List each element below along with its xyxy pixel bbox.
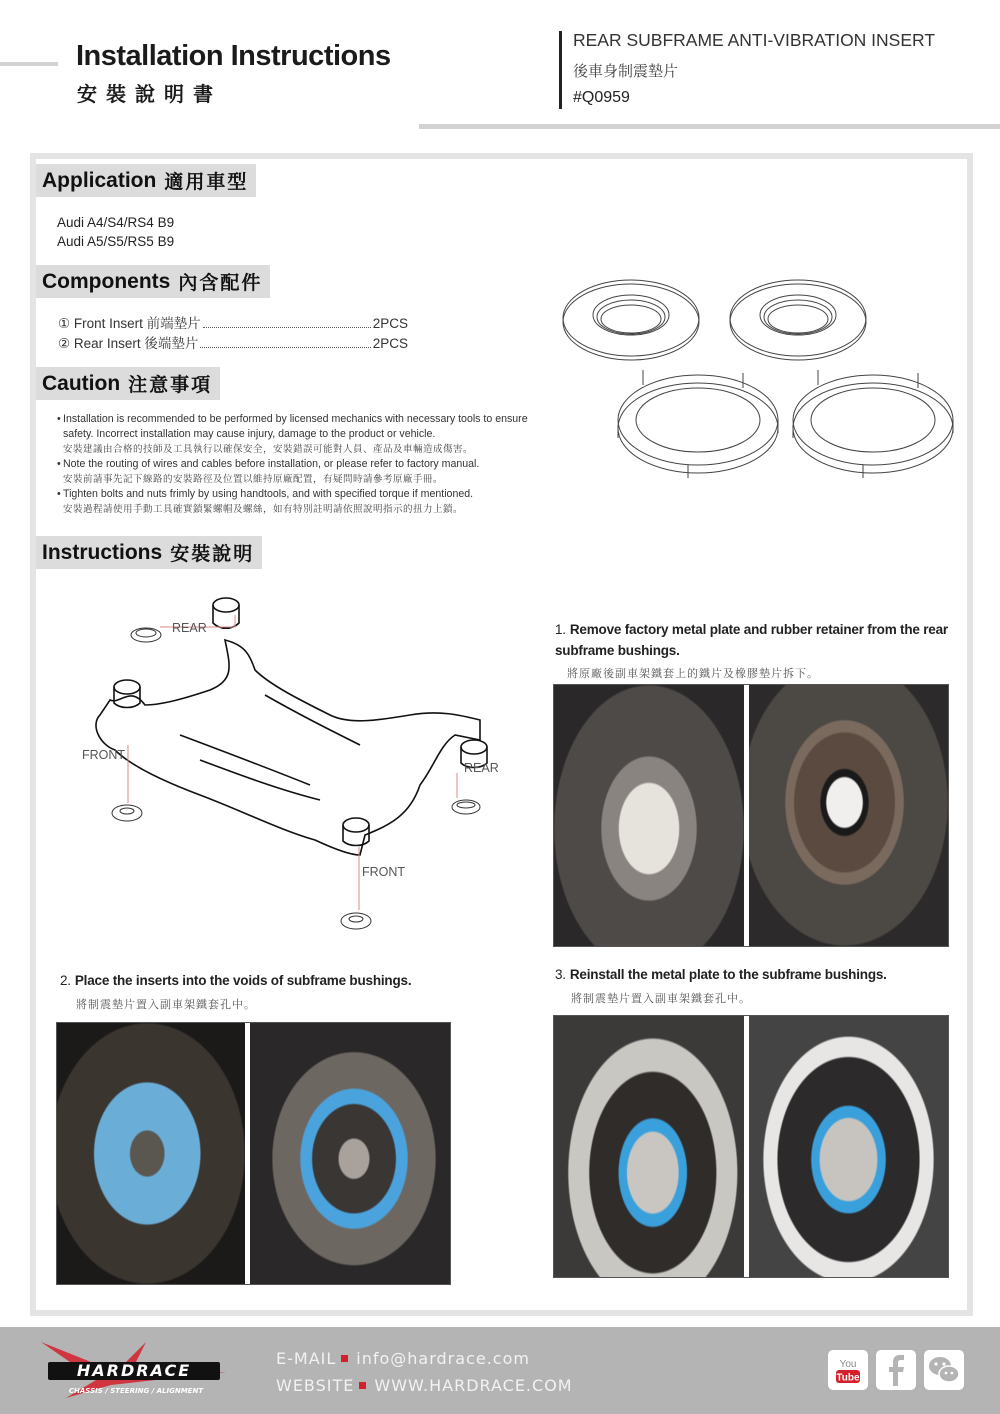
- components-heading-text: Components: [42, 269, 171, 293]
- page-title-zh: 安裝說明書: [77, 82, 222, 106]
- caution-text-zh: 安裝前請事先記下線路的安裝路徑及位置以維持原廠配置，有疑問時請參考原廠手冊。: [63, 474, 444, 485]
- product-name: REAR SUBFRAME ANTI-VIBRATION INSERT: [573, 30, 936, 50]
- instructions-heading: [36, 536, 262, 569]
- website-link[interactable]: WWW.HARDRACE.COM: [374, 1376, 573, 1395]
- photo-insert-placed: [57, 1023, 245, 1284]
- step-3-text-zh: 將制震墊片置入副車架鐵套孔中。: [571, 992, 751, 1005]
- component-qty: 2PCS: [372, 316, 408, 331]
- logo-wordmark: HARDRACE: [76, 1361, 192, 1380]
- photo-plate-reinstalled: [554, 1016, 744, 1277]
- label-front-left: FRONT: [82, 748, 126, 762]
- step-description: Remove factory metal plate and rubber retainer from the rear subframe bushings.: [555, 622, 948, 658]
- product-name-zh: 後車身制震墊片: [573, 62, 679, 80]
- step-2-text-zh: 將制震墊片置入副車架鐵套孔中。: [76, 998, 256, 1011]
- caution-heading-zh: 注意事項: [128, 374, 213, 396]
- step-3-photo: [553, 1015, 949, 1278]
- component-row: [58, 314, 408, 334]
- email-label: E-MAIL: [276, 1349, 337, 1368]
- caution-heading-text: Caution: [42, 371, 121, 395]
- front-insert-icon: [563, 280, 699, 360]
- photo-plate-reinstalled-alt: [749, 1016, 948, 1277]
- step-2-text: [60, 970, 480, 991]
- caution-item: [58, 457, 558, 487]
- callout-lines: [60, 585, 540, 930]
- component-label: ② Rear Insert 後端墊片: [58, 336, 199, 351]
- components-list: [58, 314, 408, 354]
- caution-text-zh: 安裝過程請使用手動工具確實鎖緊螺帽及螺絲，如有特別註明請依照說明指示的扭力上鎖。: [63, 504, 464, 515]
- label-rear-top: REAR: [172, 621, 207, 635]
- instructions-heading-text: Instructions: [42, 540, 163, 564]
- application-heading-zh: 適用車型: [164, 171, 249, 193]
- step-number: 1.: [555, 622, 566, 637]
- subframe-diagram: [60, 585, 540, 930]
- svg-text:Tube: Tube: [836, 1372, 860, 1384]
- step-1-text: [555, 619, 955, 661]
- vehicle-item: Audi A4/S4/RS4 B9: [57, 215, 175, 230]
- photo-factory-plate: [554, 685, 744, 946]
- product-number: #Q0959: [573, 89, 630, 106]
- caution-item: [58, 412, 558, 457]
- vehicle-list: [57, 213, 174, 251]
- website-line: [276, 1376, 573, 1395]
- step-2-photo: [56, 1022, 451, 1285]
- photo-insert-adjust: [250, 1023, 450, 1284]
- dot-leader: [200, 347, 370, 348]
- facebook-icon[interactable]: [876, 1350, 916, 1390]
- photo-bushing-void: [749, 685, 948, 946]
- caution-item: [58, 487, 558, 517]
- parts-illustration: [548, 270, 958, 485]
- front-insert-icon: [730, 280, 866, 360]
- header-divider: [559, 31, 562, 109]
- dot-leader: [203, 327, 371, 328]
- application-heading: [36, 164, 256, 197]
- wechat-icon[interactable]: [924, 1350, 964, 1390]
- step-description: Reinstall the metal plate to the subframe bushings.: [569, 967, 887, 982]
- step-1-text-zh: 將原廠後副車架鐵套上的鐵片及橡膠墊片拆下。: [567, 667, 819, 680]
- youtube-icon[interactable]: [828, 1350, 868, 1390]
- page-title: Installation Instructions: [76, 40, 391, 72]
- step-1-photo: [553, 684, 949, 947]
- instructions-heading-zh: 安裝說明: [170, 543, 255, 565]
- email-link[interactable]: info@hardrace.com: [356, 1349, 530, 1368]
- caution-text: • Installation is recommended to be performed by licensed mechanics with necessary tools to ensure safety. Incorrect installation may cause injury, damage to the product or vehicle.: [63, 413, 528, 440]
- bullet-square-icon: [359, 1382, 366, 1389]
- caution-text: • Note the routing of wires and cables before installation, or please refer to factory manual.: [63, 458, 480, 470]
- rear-insert-icon: [618, 370, 778, 478]
- rear-insert-icon: [793, 370, 953, 478]
- header-rule-right: [419, 124, 1000, 129]
- website-label: WEBSITE: [276, 1376, 355, 1395]
- label-front-bottom: FRONT: [362, 865, 406, 879]
- logo-tagline: CHASSIS / STEERING / ALIGNMENT: [68, 1387, 204, 1395]
- header-rule-left: [0, 62, 58, 66]
- components-heading: [36, 265, 270, 298]
- components-heading-zh: 內含配件: [178, 272, 263, 294]
- step-number: 2.: [60, 973, 71, 988]
- step-3-text: [555, 964, 955, 985]
- footer: [0, 1327, 1000, 1414]
- caution-text-zh: 安裝建議由合格的技師及工具執行以確保安全，安裝錯誤可能對人員、產品及車輛造成傷害。: [63, 444, 474, 455]
- component-label: ① Front Insert 前端墊片: [58, 316, 201, 331]
- label-rear-right: REAR: [464, 761, 499, 775]
- bullet-square-icon: [341, 1355, 348, 1362]
- svg-text:You: You: [839, 1359, 857, 1370]
- component-row: [58, 334, 408, 354]
- hardrace-logo: [36, 1340, 236, 1400]
- caution-text: • Tighten bolts and nuts frimly by using handtools, and with specified torque if mentioned.: [63, 488, 474, 500]
- step-description: Place the inserts into the voids of subframe bushings.: [74, 973, 412, 988]
- component-qty: 2PCS: [372, 336, 408, 351]
- step-number: 3.: [555, 967, 566, 982]
- application-heading-text: Application: [42, 168, 157, 192]
- email-line: [276, 1349, 530, 1368]
- caution-heading: [36, 367, 220, 400]
- vehicle-item: Audi A5/S5/RS5 B9: [57, 234, 175, 249]
- caution-list: [58, 412, 558, 517]
